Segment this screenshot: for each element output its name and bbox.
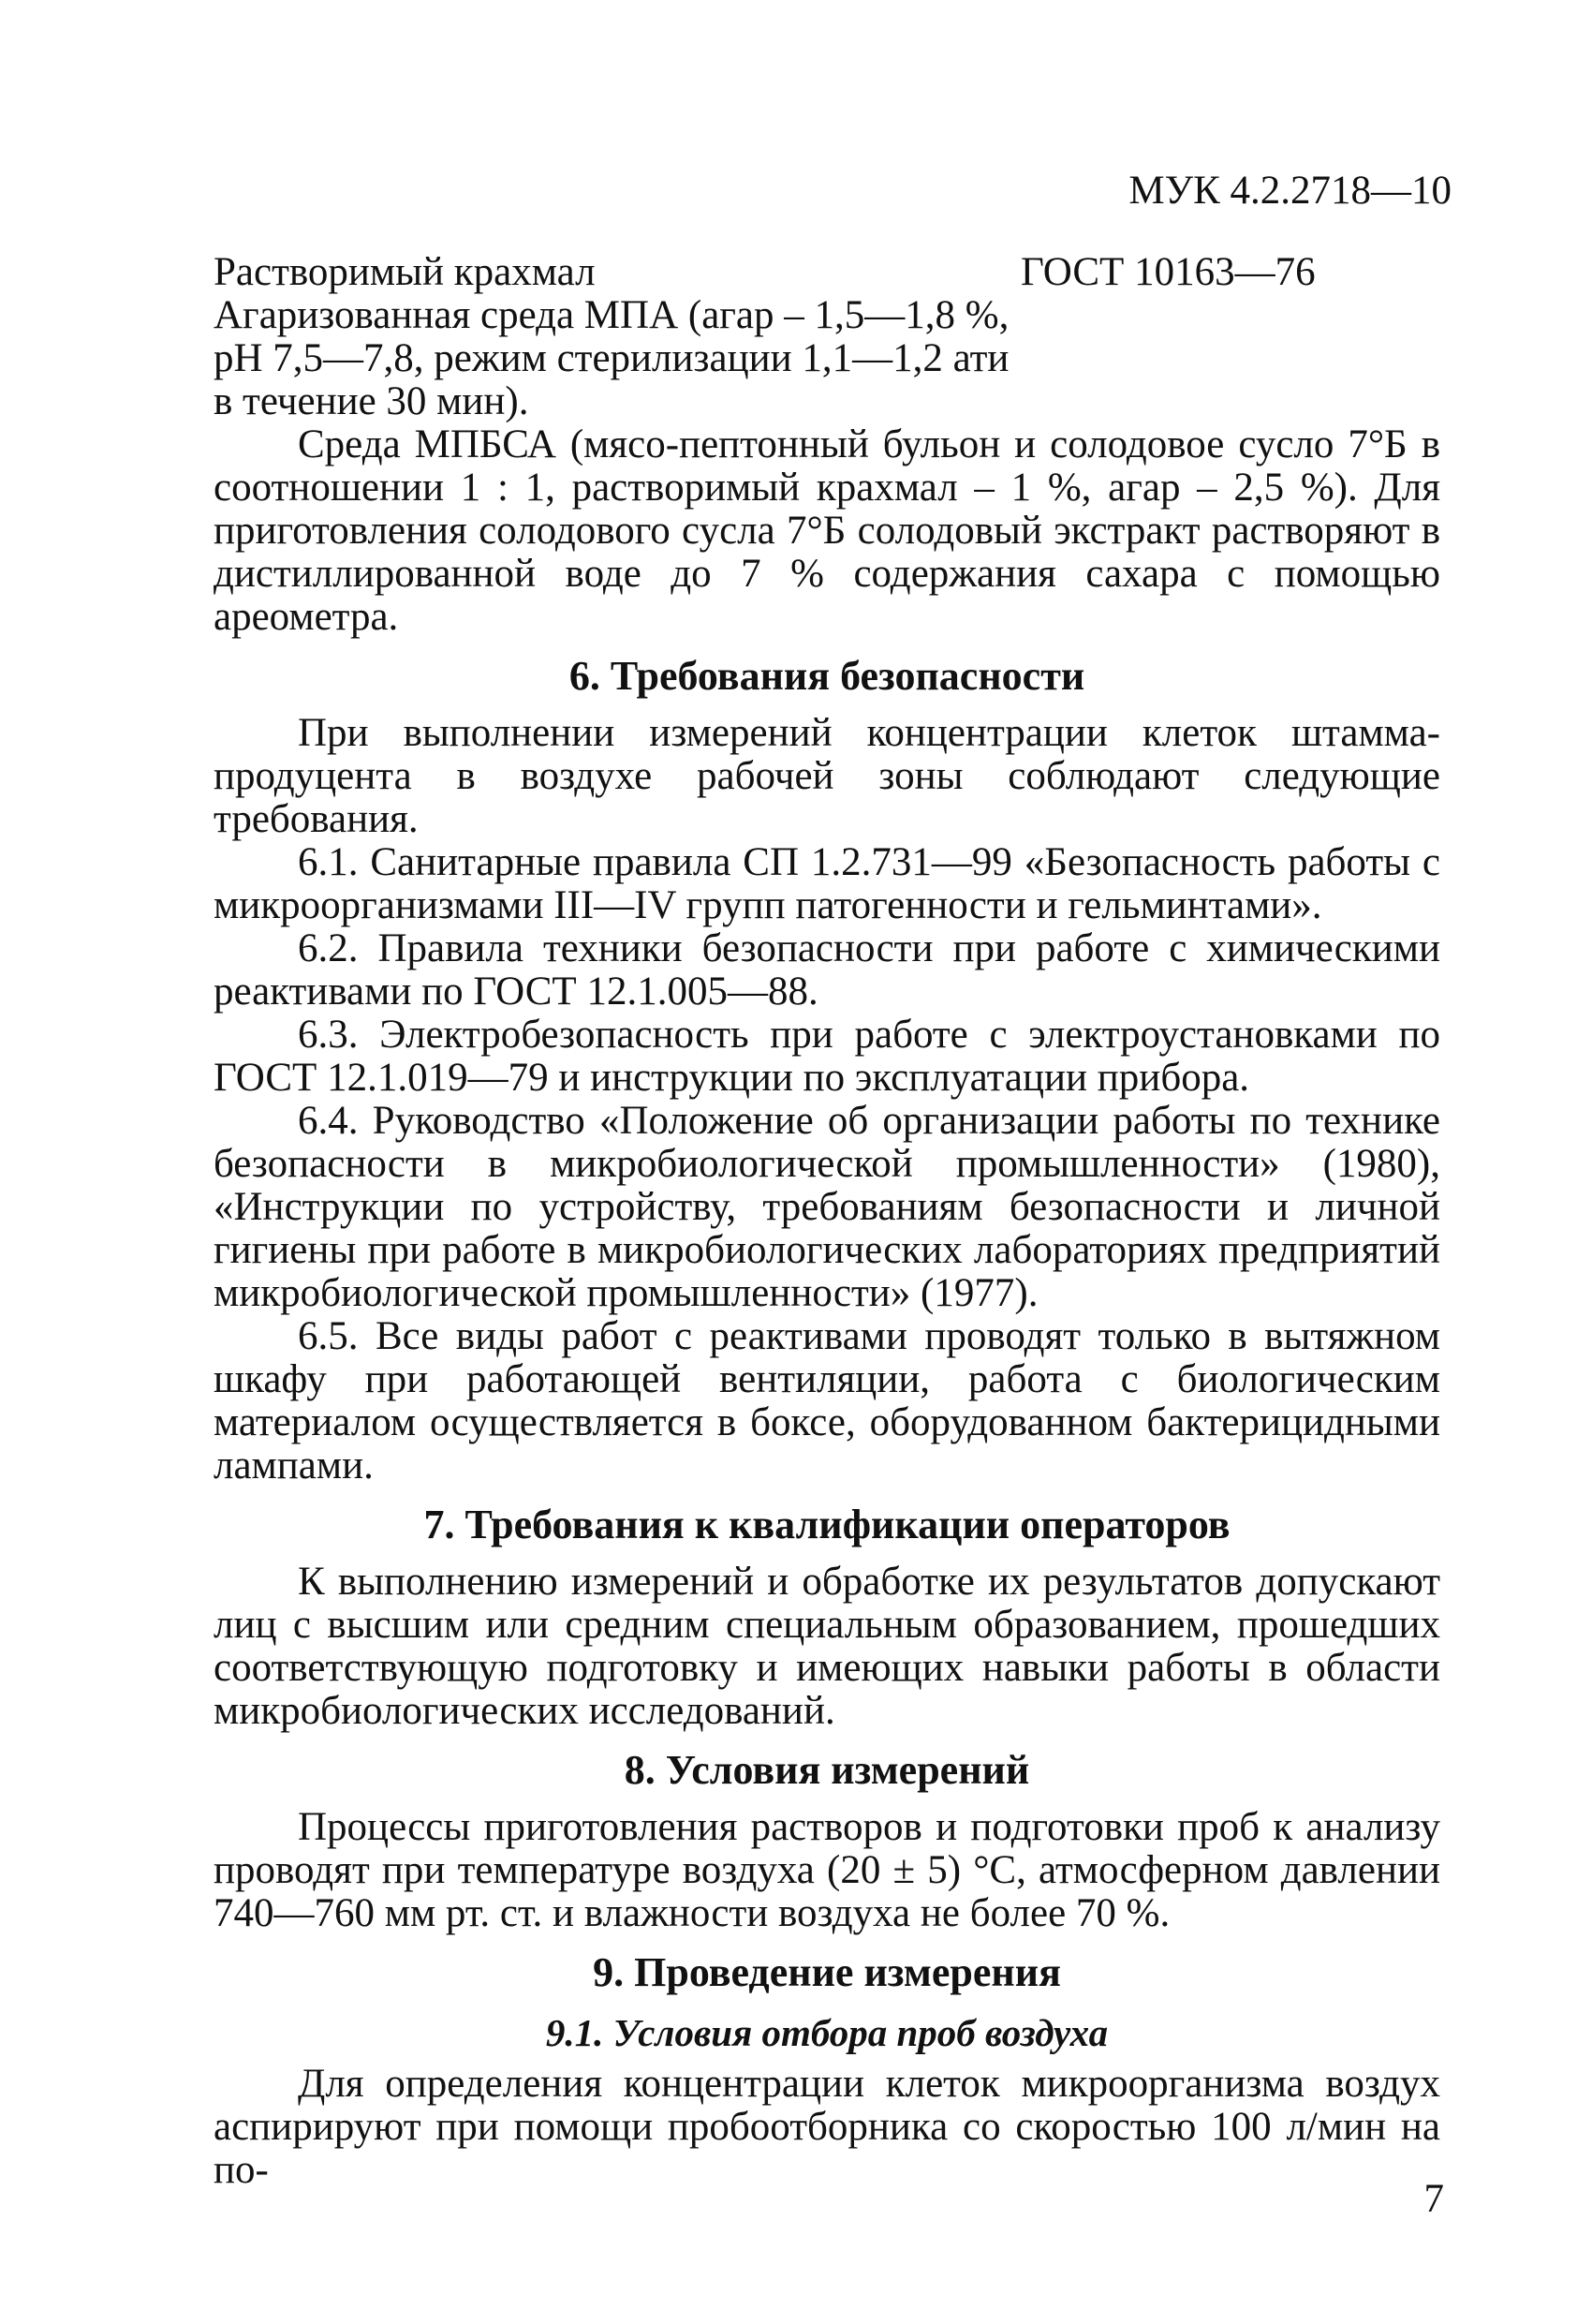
section-9-1-paragraph: Для определения концентрации клеток микроорганизма воздух аспирируют при помощи пробоотборника со скоростью 100 л/мин на по-	[214, 2062, 1440, 2192]
section-6-1-paragraph: 6.1. Санитарные правила СП 1.2.731—99 «Безопасность работы с микроорганизмами III—IV групп патогенности и гельминтами».	[214, 840, 1440, 927]
section-9-1-title: 9.1. Условия отбора проб воздуха	[545, 2011, 1109, 2054]
section-6-4-paragraph: 6.4. Руководство «Положение об организации работы по технике безопасности в микробиологической промышленности» (1980), «Инструкции по устройству, требованиям безопасности и личной гигиены при работе в микробиологических лабораториях предприятий микробиологической промышленности» (1977).	[214, 1099, 1440, 1315]
page-content	[214, 251, 1440, 2192]
section-6-5-paragraph: 6.5. Все виды работ с реактивами проводят только в вытяжном шкафу при работающей вентиляции, работа с биологическим материалом осуществляется в боксе, оборудованном бактерицидными лампами.	[214, 1314, 1440, 1488]
page-number: 7	[1423, 2177, 1444, 2221]
section-8-paragraph: Процессы приготовления растворов и подготовки проб к анализу проводят при температуре воздуха (20 ± 5) °С, атмосферном давлении 740—760 мм рт. ст. и влажности воздуха не более 70 %.	[214, 1805, 1440, 1935]
section-9-title: 9. Проведение измерения	[593, 1949, 1061, 1995]
section-7-paragraph: К выполнению измерений и обработке их результатов допускают лиц с высшим или средним специальным образованием, прошедших соответствующую подготовку и имеющих навыки работы в области микробиологических исследований.	[214, 1560, 1440, 1733]
section-6-paragraph: При выполнении измерений концентрации клеток штамма-продуцента в воздухе рабочей зоны соблюдают следующие требования.	[214, 711, 1440, 841]
intro-paragraph: Среда МПБСА (мясо-пептонный бульон и солодовое сусло 7°Б в соотношении 1 : 1, растворимый крахмал – 1 %, агар – 2,5 %). Для приготовления солодового сусла 7°Б солодовый экстракт растворяют в дистиллированной воде до 7 % содержания сахара с помощью ареометра.	[214, 422, 1440, 639]
material-standard-starch: ГОСТ 10163—76	[1021, 250, 1316, 294]
material-name-starch: Растворимый крахмал	[214, 250, 596, 294]
section-6-3-paragraph: 6.3. Электробезопасность при работе с электроустановками по ГОСТ 12.1.019—79 и инструкции по эксплуатации прибора.	[214, 1013, 1440, 1100]
material-agar-medium: Агаризованная среда МПА (агар – 1,5—1,8 %, pH 7,5—7,8, режим стерилизации 1,1—1,2 ати в течение 30 мин).	[214, 293, 1010, 423]
section-7-title: 7. Требования к квалификации операторов	[423, 1502, 1231, 1547]
section-6-2-paragraph: 6.2. Правила техники безопасности при работе с химическими реактивами по ГОСТ 12.1.005—88.	[214, 926, 1440, 1014]
document-code: МУК 4.2.2718—10	[1128, 169, 1452, 213]
section-6-title: 6. Требования безопасности	[568, 653, 1085, 699]
materials-left-column	[214, 251, 1038, 423]
section-8-title: 8. Условия измерений	[624, 1747, 1030, 1793]
materials-list	[214, 251, 1440, 423]
